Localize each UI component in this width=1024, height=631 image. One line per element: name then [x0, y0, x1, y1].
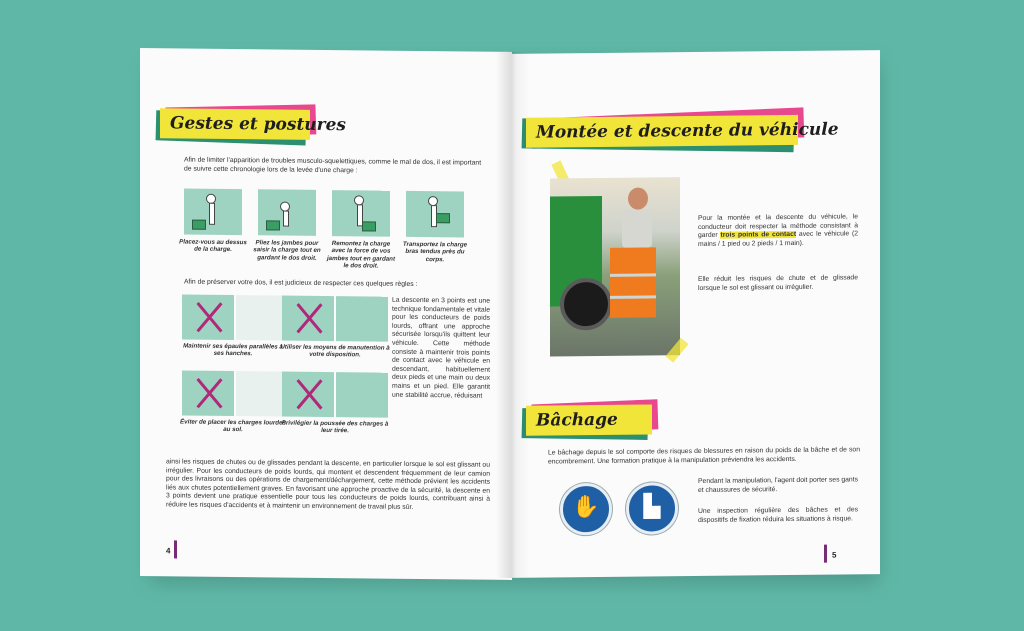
montee-text-start: Pour la montée et la descente du véhicule, le conducteur doit respecter la méthode consistant à garder — [698, 213, 858, 240]
protection-text: Pendant la manipulation, l'agent doit porter ses gants et chaussures de sécurité. — [698, 476, 858, 494]
rule-illustration-1-wrong — [182, 294, 234, 340]
montee-risk-text: Elle réduit les risques de chute et de glissade lorsque le sol est glissant ou irrégulier. — [698, 274, 858, 292]
step-caption-2: Pliez les jambes pour saisir la charge tout en gardant le dos droit. — [253, 239, 321, 262]
page-number-right: 5 — [832, 550, 837, 560]
step-illustration-4 — [406, 191, 464, 238]
montee-text-end: avec le véhicule (2 mains / 1 pied ou 2 pieds / 1 main). — [698, 230, 858, 248]
bachage-text: Le bâchage depuis le sol comporte des risques de blessures en raison du poids de la bâche et de son encombrement. Une formation pratique à la manipulation préviendra les accidents. — [548, 446, 860, 466]
left-page — [140, 48, 512, 580]
rules-intro-text: Afin de préserver votre dos, il est judicieux de respecter ces quelques règles : — [184, 278, 418, 288]
rule-illustration-3-right — [236, 371, 288, 417]
rule-caption-2: Utiliser les moyens de manutention à votre disposition. — [280, 343, 390, 359]
rule-illustration-3-wrong — [182, 370, 234, 416]
page-marker-left — [174, 540, 177, 558]
rule-illustration-4-right — [336, 372, 388, 418]
rule-caption-4: Privilégier la poussée des charges à leur tirée. — [281, 419, 389, 435]
safety-boot-icon: ▙ — [626, 482, 678, 535]
descent-side-text: La descente en 3 points est une technique fondamentale et vitale pour les conducteurs de poids lourds, offrant une approche sécurisée lorsqu'ils quittent leur véhicule. Cette méthode consiste à maintenir trois points de contact avec le véhicule en descendant, habituellement deux pieds et une main ou deux mains et un pied. Elle garantit une stabilité accrue, réduisant — [392, 296, 490, 400]
title-banner-gestes — [160, 108, 347, 140]
intro-text: Afin de limiter l'apparition de troubles musculo-squelettiques, comme le mal de dos, il est important de suivre cette chronologie lors de la levée d'une charge : — [184, 156, 482, 174]
step-illustration-2 — [258, 189, 316, 236]
title-banner-bachage — [526, 404, 652, 435]
step-caption-3: Remontez la charge avec la force de vos jambes tout en gardant le dos droit. — [326, 240, 396, 270]
rule-illustration-2-wrong — [282, 296, 334, 342]
page-number-left: 4 — [166, 546, 171, 556]
step-illustration-3 — [332, 190, 390, 237]
driver-photo — [550, 177, 680, 356]
right-page — [512, 50, 880, 578]
three-points-highlight: trois points de contact — [720, 231, 797, 239]
descent-bottom-text: ainsi les risques de chutes ou de glissades pendant la descente, en particulier lorsque le sol est glissant ou irrégulier. Pour les conducteurs de poids lourds, qui montent et descendent fréquemment de leur camion pour des livraisons ou des opérations de chargement/déchargement, cette méthode prévient les accidents liés aux chutes potentiellement graves. En favorisant une approche proactive de la sécurité, la descente en 3 points devient une pratique essentielle pour tous les conducteurs de poids lourds, contribuant ainsi à réduire les risques d'accidents et à maintenir un environnement de travail plus sûr. — [166, 458, 490, 511]
title-banner-montee — [526, 115, 839, 148]
page-marker-right — [824, 545, 827, 563]
gloves-icon: ✋ — [560, 483, 612, 536]
right-page-title-1: Montée et descente du véhicule — [536, 119, 839, 143]
rule-illustration-1-right — [236, 295, 288, 341]
rule-illustration-2-right — [336, 296, 388, 342]
step-caption-4: Transportez la charge bras tendus près du corps. — [402, 240, 468, 264]
step-caption-1: Placez-vous au dessus de la charge. — [179, 238, 247, 254]
inspection-text: Une inspection régulière des bâches et des dispositifs de fixation réduira les situations à risque. — [698, 506, 858, 524]
step-illustration-1 — [184, 189, 242, 236]
rule-caption-1: Maintenir ses épaules parallèles à ses hanches. — [183, 342, 283, 358]
rule-caption-3: Éviter de placer les charges lourdes au sol. — [180, 418, 286, 434]
montee-text — [698, 213, 858, 249]
right-page-title-2: Bâchage — [536, 409, 618, 431]
left-page-title: Gestes et postures — [170, 113, 347, 136]
booklet-spine — [496, 52, 530, 578]
rule-illustration-4-wrong — [282, 372, 334, 418]
